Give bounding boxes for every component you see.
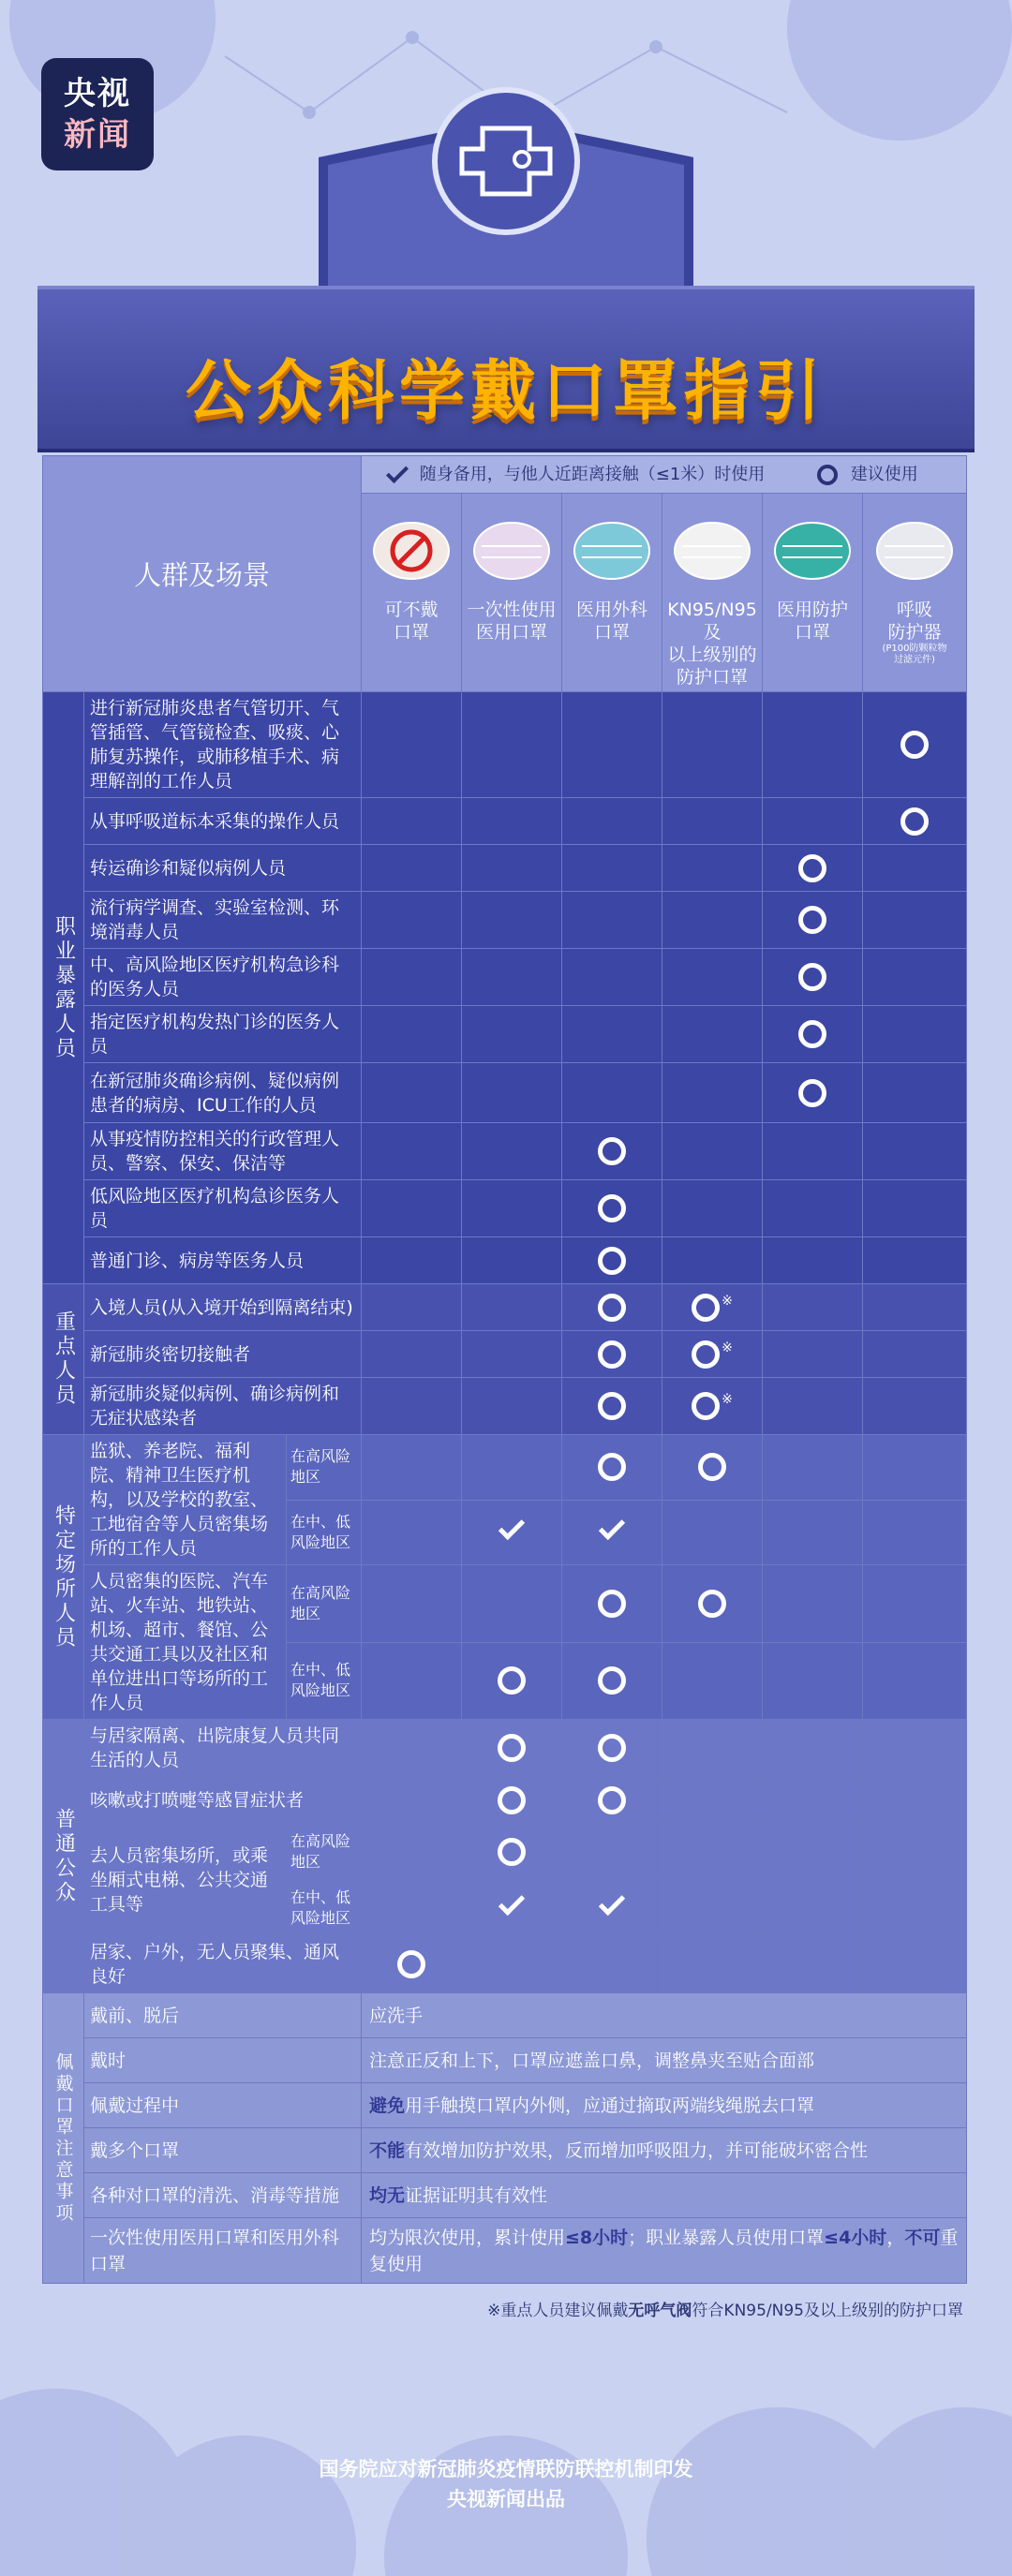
note-content: 注意正反和上下，口罩应遮盖口鼻，调整鼻夹至贴合面部 xyxy=(362,2038,967,2083)
empty-cell xyxy=(462,1063,562,1123)
recommended-mark xyxy=(562,1720,662,1777)
empty-cell xyxy=(362,892,462,949)
table-row xyxy=(43,1123,967,1180)
empty-cell xyxy=(863,1284,967,1331)
asterisk-mark: ※ xyxy=(722,1340,733,1355)
risk-level: 在高风险地区 xyxy=(287,1565,362,1643)
recommended-mark xyxy=(763,845,863,892)
row-description: 指定医疗机构发热门诊的医务人员 xyxy=(84,1006,362,1063)
empty-cell xyxy=(362,1006,462,1063)
empty-cell xyxy=(763,1331,863,1378)
empty-cell xyxy=(863,1180,967,1237)
table-row xyxy=(43,1331,967,1378)
column-label: 医用防护 口罩 xyxy=(776,600,848,643)
empty-cell xyxy=(863,845,967,892)
backup-mark xyxy=(562,1880,662,1936)
empty-cell xyxy=(763,1824,863,1880)
empty-cell xyxy=(662,1936,763,1993)
note-content: 均为限次使用，累计使用≤8小时；职业暴露人员使用口罩≤4小时，不可重复使用 xyxy=(362,2218,967,2284)
table-row xyxy=(43,1237,967,1284)
note-item: 各种对口罩的清洗、消毒等措施 xyxy=(84,2173,362,2218)
row-description: 咳嗽或打喷嚏等感冒症状者 xyxy=(84,1777,362,1824)
note-row xyxy=(43,2083,967,2128)
circle-icon xyxy=(798,1020,826,1048)
circle-icon xyxy=(598,1590,626,1618)
respirator-icon xyxy=(871,499,959,593)
empty-cell xyxy=(362,949,462,1006)
asterisk-mark: ※ xyxy=(722,1392,733,1407)
column-label: KN95/N95及 以上级别的 防护口罩 xyxy=(667,600,757,688)
empty-cell xyxy=(763,1284,863,1331)
empty-cell xyxy=(362,1180,462,1237)
empty-cell xyxy=(462,1237,562,1284)
empty-cell xyxy=(362,692,462,798)
empty-cell xyxy=(362,1565,462,1643)
empty-cell xyxy=(362,1063,462,1123)
recommended-mark xyxy=(562,1180,662,1237)
empty-cell xyxy=(362,1500,462,1565)
row-description: 居家、户外，无人员聚集、通风良好 xyxy=(84,1936,362,1993)
circle-icon xyxy=(498,1786,526,1814)
empty-cell xyxy=(763,1378,863,1435)
circle-icon xyxy=(798,963,826,991)
empty-cell xyxy=(763,1500,863,1565)
circle-icon xyxy=(598,1247,626,1275)
backup-mark xyxy=(462,1880,562,1936)
empty-cell xyxy=(362,1642,462,1720)
empty-cell xyxy=(662,1237,763,1284)
empty-cell xyxy=(662,845,763,892)
column-header-2 xyxy=(462,494,562,692)
column-header-6 xyxy=(863,494,967,692)
empty-cell xyxy=(462,1378,562,1435)
note-content: 不能有效增加防护效果，反而增加呼吸阻力，并可能破坏密合性 xyxy=(362,2128,967,2173)
empty-cell xyxy=(562,1063,662,1123)
row-description: 普通门诊、病房等医务人员 xyxy=(84,1237,362,1284)
check-icon xyxy=(499,1514,525,1540)
empty-cell xyxy=(562,798,662,845)
row-description: 新冠肺炎疑似病例、确诊病例和无症状感染者 xyxy=(84,1378,362,1435)
empty-cell xyxy=(462,798,562,845)
no-mask-icon xyxy=(367,499,455,593)
empty-cell xyxy=(362,1777,462,1824)
circle-icon xyxy=(692,1340,720,1369)
recommended-mark xyxy=(562,1237,662,1284)
footer-line1: 国务院应对新冠肺炎疫情联防联控机制印发 xyxy=(319,2458,693,2480)
empty-cell xyxy=(462,845,562,892)
recommended-mark xyxy=(562,1435,662,1501)
row-description: 低风险地区医疗机构急诊医务人员 xyxy=(84,1180,362,1237)
footnote: ※重点人员建议佩戴无呼气阀符合KN95/N95及以上级别的防护口罩 xyxy=(487,2302,963,2320)
note-item: 戴时 xyxy=(84,2038,362,2083)
disposable-mask-icon xyxy=(468,499,556,593)
column-header-3 xyxy=(562,494,662,692)
row-description: 入境人员(从入境开始到隔离结束) xyxy=(84,1284,362,1331)
row-description: 中、高风险地区医疗机构急诊科的医务人员 xyxy=(84,949,362,1006)
circle-icon xyxy=(598,1194,626,1222)
recommended-mark xyxy=(763,892,863,949)
group-label: 特定场所人员 xyxy=(43,1435,84,1720)
asterisk-mark: ※ xyxy=(722,1293,733,1309)
row-description: 转运确诊和疑似病例人员 xyxy=(84,845,362,892)
empty-cell xyxy=(763,1237,863,1284)
medical-protective-mask-icon xyxy=(768,499,856,593)
empty-cell xyxy=(763,1435,863,1501)
circle-icon xyxy=(900,807,929,836)
empty-cell xyxy=(362,1824,462,1880)
circle-icon xyxy=(798,906,826,934)
empty-cell xyxy=(362,1435,462,1501)
empty-cell xyxy=(863,1777,967,1824)
empty-cell xyxy=(763,692,863,798)
recommended-mark xyxy=(763,949,863,1006)
recommended-mark xyxy=(562,1123,662,1180)
empty-cell xyxy=(362,1237,462,1284)
table-row xyxy=(43,892,967,949)
circle-icon xyxy=(900,731,929,759)
empty-cell xyxy=(562,892,662,949)
column-label: 一次性使用 医用口罩 xyxy=(467,600,557,643)
recommended-mark xyxy=(863,798,967,845)
recommended-mark xyxy=(662,1378,763,1435)
circle-icon xyxy=(598,1786,626,1814)
cctv-news-logo: 央视 新闻 xyxy=(41,58,154,170)
circle-icon xyxy=(598,1340,626,1369)
recommended-mark xyxy=(462,1777,562,1824)
table-row xyxy=(43,1063,967,1123)
table-row xyxy=(43,1284,967,1331)
check-icon xyxy=(599,1888,625,1915)
empty-cell xyxy=(662,892,763,949)
circle-icon xyxy=(598,1294,626,1322)
note-content: 应洗手 xyxy=(362,1993,967,2038)
column-label: 医用外科 口罩 xyxy=(575,600,647,643)
empty-cell xyxy=(662,798,763,845)
empty-cell xyxy=(863,1720,967,1777)
empty-cell xyxy=(662,1123,763,1180)
row-description: 去人员密集场所，或乘坐厢式电梯、公共交通工具等 xyxy=(84,1824,287,1936)
row-description: 与居家隔离、出院康复人员共同生活的人员 xyxy=(84,1720,362,1777)
empty-cell xyxy=(863,1936,967,1993)
table-row xyxy=(43,1006,967,1063)
recommended-mark xyxy=(662,1565,763,1643)
row-description: 流行病学调查、实验室检测、环境消毒人员 xyxy=(84,892,362,949)
empty-cell xyxy=(562,692,662,798)
empty-cell xyxy=(662,1006,763,1063)
empty-cell xyxy=(662,1824,763,1880)
empty-cell xyxy=(763,1777,863,1824)
empty-cell xyxy=(863,1642,967,1720)
recommended-mark xyxy=(462,1824,562,1880)
note-content: 避免用手触摸口罩内外侧，应通过摘取两端线绳脱去口罩 xyxy=(362,2083,967,2128)
empty-cell xyxy=(863,1824,967,1880)
row-description: 新冠肺炎密切接触者 xyxy=(84,1331,362,1378)
group-label: 重点人员 xyxy=(43,1284,84,1435)
legend xyxy=(362,456,967,494)
empty-cell xyxy=(863,892,967,949)
circle-icon xyxy=(692,1392,720,1420)
empty-cell xyxy=(562,1824,662,1880)
empty-cell xyxy=(763,798,863,845)
note-row xyxy=(43,2173,967,2218)
risk-level: 在高风险地区 xyxy=(287,1435,362,1501)
recommended-mark xyxy=(562,1378,662,1435)
legend-circle-text: 建议使用 xyxy=(850,465,918,484)
backup-mark xyxy=(562,1500,662,1565)
empty-cell xyxy=(362,1378,462,1435)
risk-level: 在中、低风险地区 xyxy=(287,1642,362,1720)
empty-cell xyxy=(863,1237,967,1284)
table-row xyxy=(43,1180,967,1237)
note-item: 一次性使用医用口罩和医用外科口罩 xyxy=(84,2218,362,2284)
empty-cell xyxy=(863,1435,967,1501)
empty-cell xyxy=(362,1331,462,1378)
table-row xyxy=(43,1565,967,1643)
title-banner xyxy=(37,286,975,452)
circle-icon xyxy=(798,1079,826,1107)
recommended-mark xyxy=(362,1936,462,1993)
empty-cell xyxy=(362,798,462,845)
recommended-mark xyxy=(462,1642,562,1720)
circle-icon xyxy=(498,1666,526,1695)
empty-cell xyxy=(863,1331,967,1378)
column-label: 呼吸 防护器 xyxy=(887,600,942,643)
empty-cell xyxy=(362,845,462,892)
empty-cell xyxy=(462,1565,562,1643)
surgical-mask-icon xyxy=(568,499,656,593)
empty-cell xyxy=(462,1180,562,1237)
empty-cell xyxy=(763,1642,863,1720)
recommended-mark xyxy=(562,1331,662,1378)
check-icon xyxy=(499,1888,525,1915)
table-row xyxy=(43,949,967,1006)
empty-cell xyxy=(662,1720,763,1777)
empty-cell xyxy=(863,949,967,1006)
circle-icon xyxy=(498,1734,526,1762)
check-icon xyxy=(386,461,409,483)
circle-icon xyxy=(798,854,826,882)
recommended-mark xyxy=(462,1720,562,1777)
empty-cell xyxy=(763,1936,863,1993)
empty-cell xyxy=(462,1123,562,1180)
row-description: 从事呼吸道标本采集的操作人员 xyxy=(84,798,362,845)
note-item: 戴多个口罩 xyxy=(84,2128,362,2173)
note-row xyxy=(43,2128,967,2173)
circle-icon xyxy=(698,1590,726,1618)
recommended-mark xyxy=(662,1284,763,1331)
empty-cell xyxy=(462,892,562,949)
empty-cell xyxy=(562,949,662,1006)
table-row xyxy=(43,798,967,845)
note-item: 佩戴过程中 xyxy=(84,2083,362,2128)
empty-cell xyxy=(863,1500,967,1565)
risk-level: 在高风险地区 xyxy=(287,1824,362,1880)
row-description: 监狱、养老院、福利院、精神卫生医疗机构，以及学校的教室、工地宿舍等人员密集场所的工作人员 xyxy=(84,1435,287,1565)
row-description: 人员密集的医院、汽车站、火车站、地铁站、机场、超市、餐馆、公共交通工具以及社区和单位进出口等场所的工作人员 xyxy=(84,1565,287,1720)
column-header-4 xyxy=(662,494,763,692)
empty-cell xyxy=(462,1936,562,1993)
table-row xyxy=(43,1378,967,1435)
backup-mark xyxy=(462,1500,562,1565)
empty-cell xyxy=(662,1063,763,1123)
circle-icon xyxy=(598,1734,626,1762)
empty-cell xyxy=(462,1006,562,1063)
row-header: 人群及场景 xyxy=(43,456,362,692)
empty-cell xyxy=(562,1936,662,1993)
footer xyxy=(0,2454,1012,2514)
recommended-mark xyxy=(763,1006,863,1063)
column-header-1 xyxy=(362,494,462,692)
empty-cell xyxy=(662,1642,763,1720)
empty-cell xyxy=(763,1123,863,1180)
table-row xyxy=(43,692,967,798)
empty-cell xyxy=(863,1378,967,1435)
recommended-mark xyxy=(562,1565,662,1643)
empty-cell xyxy=(462,692,562,798)
column-note: (P100防颗粒物 过滤元件) xyxy=(882,644,947,665)
group-label: 普通公众 xyxy=(43,1720,84,1993)
note-content: 均无证据证明其有效性 xyxy=(362,2173,967,2218)
recommended-mark xyxy=(662,1331,763,1378)
footer-line2: 央视新闻出品 xyxy=(447,2488,565,2510)
page-title: 公众科学戴口罩指引 xyxy=(186,352,826,429)
empty-cell xyxy=(763,1180,863,1237)
empty-cell xyxy=(863,1006,967,1063)
table-row xyxy=(43,1720,967,1777)
recommended-mark xyxy=(562,1284,662,1331)
circle-icon xyxy=(598,1453,626,1481)
risk-level: 在中、低风险地区 xyxy=(287,1500,362,1565)
empty-cell xyxy=(863,1880,967,1936)
circle-icon xyxy=(598,1666,626,1695)
notes-group-label: 佩戴口罩注意事项 xyxy=(43,1993,84,2284)
note-row xyxy=(43,2218,967,2284)
empty-cell xyxy=(562,845,662,892)
group-label: 职业暴露人员 xyxy=(43,692,84,1284)
row-description: 从事疫情防控相关的行政管理人员、警察、保安、保洁等 xyxy=(84,1123,362,1180)
circle-icon xyxy=(498,1838,526,1866)
table-row xyxy=(43,1824,967,1880)
note-row xyxy=(43,2038,967,2083)
empty-cell xyxy=(362,1880,462,1936)
legend-check-text: 随身备用，与他人近距离接触（≤1米）时使用 xyxy=(419,465,766,484)
empty-cell xyxy=(662,949,763,1006)
empty-cell xyxy=(763,1565,863,1643)
row-description: 进行新冠肺炎患者气管切开、气管插管、气管镜检查、吸痰、心肺复苏操作，或肺移植手术、病理解剖的工作人员 xyxy=(84,692,362,798)
recommended-mark xyxy=(763,1063,863,1123)
recommended-mark xyxy=(863,692,967,798)
empty-cell xyxy=(763,1880,863,1936)
row-description: 在新冠肺炎确诊病例、疑似病例患者的病房、ICU工作的人员 xyxy=(84,1063,362,1123)
empty-cell xyxy=(662,1880,763,1936)
empty-cell xyxy=(462,1435,562,1501)
table-row xyxy=(43,1936,967,1993)
table-row xyxy=(43,845,967,892)
empty-cell xyxy=(863,1565,967,1643)
note-row xyxy=(43,1993,967,2038)
risk-level: 在中、低风险地区 xyxy=(287,1880,362,1936)
column-label: 可不戴 口罩 xyxy=(384,600,439,643)
empty-cell xyxy=(662,1180,763,1237)
circle-icon xyxy=(598,1137,626,1165)
empty-cell xyxy=(362,1123,462,1180)
empty-cell xyxy=(662,692,763,798)
empty-cell xyxy=(562,1006,662,1063)
circle-icon xyxy=(692,1294,720,1322)
empty-cell xyxy=(662,1500,763,1565)
empty-cell xyxy=(863,1123,967,1180)
mask-guide-table xyxy=(42,455,966,2355)
empty-cell xyxy=(863,1063,967,1123)
circle-icon xyxy=(397,1950,425,1978)
empty-cell xyxy=(662,1777,763,1824)
circle-icon xyxy=(698,1453,726,1481)
empty-cell xyxy=(362,1284,462,1331)
recommended-mark xyxy=(662,1435,763,1501)
empty-cell xyxy=(362,1720,462,1777)
empty-cell xyxy=(462,1331,562,1378)
table-row xyxy=(43,1777,967,1824)
recommended-mark xyxy=(562,1642,662,1720)
circle-icon xyxy=(817,465,838,485)
circle-icon xyxy=(598,1392,626,1420)
note-item: 戴前、脱后 xyxy=(84,1993,362,2038)
column-header-5 xyxy=(763,494,863,692)
table-row xyxy=(43,1435,967,1501)
recommended-mark xyxy=(562,1777,662,1824)
kn95-mask-icon xyxy=(668,499,756,593)
empty-cell xyxy=(462,949,562,1006)
empty-cell xyxy=(763,1720,863,1777)
empty-cell xyxy=(462,1284,562,1331)
check-icon xyxy=(599,1514,625,1540)
